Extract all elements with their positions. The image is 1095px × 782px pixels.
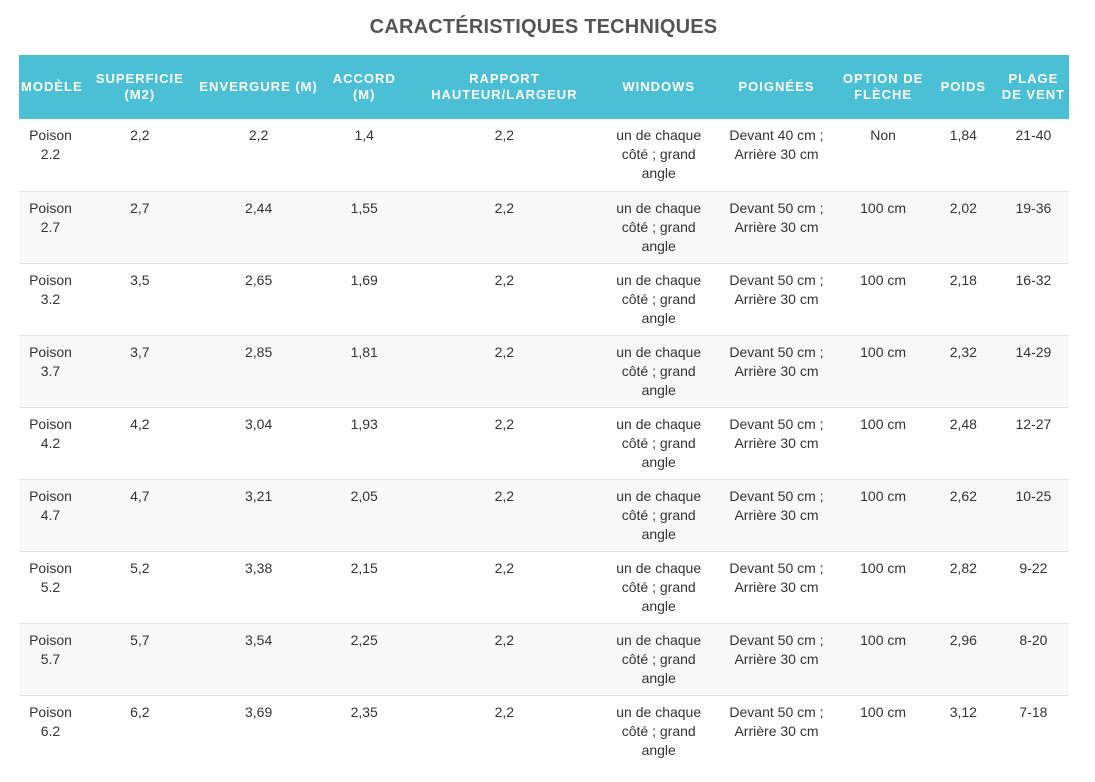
cell-span: 3,38: [196, 551, 322, 623]
cell-windows: un de chaque côté ; grand angle: [616, 703, 702, 758]
cell-wind-range: 12-27: [998, 407, 1069, 479]
cell-leash-option: 100 cm: [837, 263, 928, 335]
cell-area: 4,2: [84, 407, 196, 479]
cell-area: 3,5: [84, 263, 196, 335]
cell-leash-option: 100 cm: [837, 479, 928, 551]
cell-model: Poison 4.7: [19, 479, 84, 551]
cell-handles: Devant 50 cm ; Arrière 30 cm: [716, 263, 838, 335]
cell-handles: Devant 50 cm ; Arrière 30 cm: [729, 703, 824, 739]
cell-span: 3,04: [196, 407, 322, 479]
cell-aspect-ratio: 2,2: [407, 263, 602, 335]
cell-model: Poison 5.7: [19, 623, 84, 695]
cell-model: Poison 5.2: [19, 551, 84, 623]
cell-leash-option: 100 cm: [837, 407, 928, 479]
cell-leash-option: 100 cm: [860, 703, 907, 720]
cell-weight: 2,02: [929, 191, 998, 263]
header-chord: ACCORD (M): [322, 55, 407, 119]
cell-area: 2,2: [84, 119, 196, 191]
cell-aspect-ratio: 2,2: [407, 407, 602, 479]
cell-windows: un de chaque côté ; grand angle: [602, 263, 716, 335]
cell-chord: 1,81: [322, 335, 407, 407]
cell-span: 2,44: [196, 191, 322, 263]
cell-weight: 2,48: [929, 407, 998, 479]
header-weight: POIDS: [929, 55, 998, 119]
cell-area: 2,7: [84, 191, 196, 263]
cell-weight: 1,84: [929, 119, 998, 191]
header-area: SUPERFICIE (M2): [84, 55, 196, 119]
cell-handles: Devant 50 cm ; Arrière 30 cm: [716, 407, 838, 479]
cell-handles: Devant 50 cm ; Arrière 30 cm: [716, 191, 838, 263]
cell-wind-range: 10-25: [998, 479, 1069, 551]
cell-span: 3,54: [196, 623, 322, 695]
cell-span: 2,85: [196, 335, 322, 407]
table-row: [19, 335, 1069, 407]
cell-wind-range: 21-40: [998, 119, 1069, 191]
cell-aspect-ratio: 2,2: [407, 479, 602, 551]
cell-leash-option: 100 cm: [837, 191, 928, 263]
cell-handles: Devant 50 cm ; Arrière 30 cm: [716, 623, 838, 695]
table-row: [19, 551, 1069, 623]
cell-aspect-ratio: 2,2: [407, 191, 602, 263]
cell-weight: 2,96: [929, 623, 998, 695]
cell-area: 5,2: [84, 551, 196, 623]
cell-aspect-ratio: 2,2: [407, 335, 602, 407]
cell-windows: un de chaque côté ; grand angle: [602, 623, 716, 695]
header-handles: POIGNÉES: [716, 55, 838, 119]
cell-handles: Devant 50 cm ; Arrière 30 cm: [716, 551, 838, 623]
cell-chord: 2,05: [322, 479, 407, 551]
cell-model: Poison 6.2: [29, 703, 72, 739]
cell-wind-range: 8-20: [998, 623, 1069, 695]
cell-chord: 2,35: [350, 703, 378, 720]
table-header: [19, 55, 1069, 119]
cell-weight: 2,32: [929, 335, 998, 407]
cell-model: Poison 2.7: [19, 191, 84, 263]
cell-model: Poison 3.2: [19, 263, 84, 335]
page-title: CARACTÉRISTIQUES TECHNIQUES: [369, 16, 718, 38]
cell-span: 3,21: [196, 479, 322, 551]
cell-leash-option: 100 cm: [837, 335, 928, 407]
header-model: MODÈLE: [19, 55, 84, 119]
cell-chord: 1,69: [322, 263, 407, 335]
cell-handles: Devant 50 cm ; Arrière 30 cm: [716, 335, 838, 407]
cell-model: Poison 4.2: [19, 407, 84, 479]
cell-wind-range: 7-18: [1019, 703, 1048, 720]
cell-aspect-ratio: 2,2: [407, 551, 602, 623]
cell-wind-range: 14-29: [998, 335, 1069, 407]
header-windows: WINDOWS: [602, 55, 716, 119]
table-row: [19, 263, 1069, 335]
cell-area: 6,2: [130, 703, 150, 720]
cell-chord: 2,15: [322, 551, 407, 623]
cell-windows: un de chaque côté ; grand angle: [602, 119, 716, 191]
header-aspect-ratio: RAPPORT HAUTEUR/LARGEUR: [407, 55, 602, 119]
header-wind-range: PLAGE DE VENT: [998, 55, 1069, 119]
cell-aspect-ratio: 2,2: [407, 623, 602, 695]
specs-table: [19, 55, 1069, 767]
cell-windows: un de chaque côté ; grand angle: [602, 191, 716, 263]
cell-weight: 2,62: [929, 479, 998, 551]
cell-span: 2,65: [196, 263, 322, 335]
table-row: [19, 623, 1069, 695]
table-row: [19, 119, 1069, 191]
cell-handles: Devant 50 cm ; Arrière 30 cm: [716, 479, 838, 551]
header-span: ENVERGURE (M): [196, 55, 322, 119]
cell-chord: 1,93: [322, 407, 407, 479]
cell-span: 3,69: [245, 703, 273, 720]
cell-leash-option: 100 cm: [837, 551, 928, 623]
cell-area: 4,7: [84, 479, 196, 551]
cell-weight: 2,82: [929, 551, 998, 623]
cell-span: 2,2: [196, 119, 322, 191]
cell-weight: 2,18: [929, 263, 998, 335]
cell-windows: un de chaque côté ; grand angle: [602, 479, 716, 551]
header-row: [19, 55, 1069, 119]
cell-aspect-ratio: 2,2: [494, 703, 515, 720]
cell-windows: un de chaque côté ; grand angle: [602, 407, 716, 479]
cell-chord: 1,4: [322, 119, 407, 191]
table-row: [19, 479, 1069, 551]
cell-leash-option: Non: [837, 119, 928, 191]
cell-area: 5,7: [84, 623, 196, 695]
cell-wind-range: 19-36: [998, 191, 1069, 263]
cell-windows: un de chaque côté ; grand angle: [602, 335, 716, 407]
cell-model: Poison 2.2: [19, 119, 84, 191]
cell-weight: 3,12: [949, 703, 977, 720]
cell-leash-option: 100 cm: [837, 623, 928, 695]
cell-area: 3,7: [84, 335, 196, 407]
cell-handles: Devant 40 cm ; Arrière 30 cm: [716, 119, 838, 191]
cell-model: Poison 3.7: [19, 335, 84, 407]
table-row: [19, 407, 1069, 479]
cell-wind-range: 9-22: [998, 551, 1069, 623]
header-leash-option: OPTION DE FLÈCHE: [837, 55, 928, 119]
cell-aspect-ratio: 2,2: [407, 119, 602, 191]
cell-chord: 2,25: [322, 623, 407, 695]
table-body: [19, 119, 1069, 767]
table-row: [19, 191, 1069, 263]
table-row: [19, 695, 1069, 767]
cell-chord: 1,55: [322, 191, 407, 263]
cell-wind-range: 16-32: [998, 263, 1069, 335]
cell-windows: un de chaque côté ; grand angle: [602, 551, 716, 623]
